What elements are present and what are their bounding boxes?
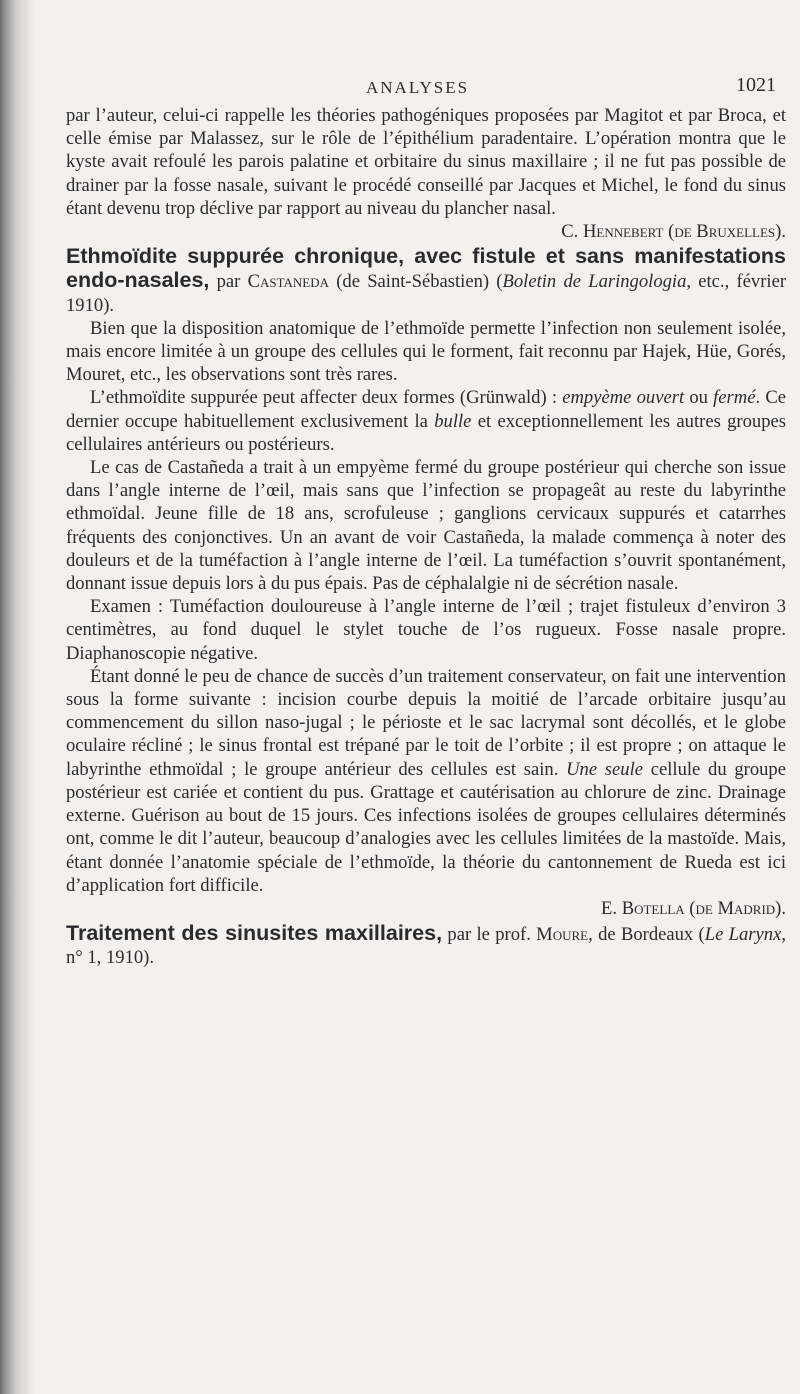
italic-term: Une seule bbox=[566, 758, 644, 780]
byline-text: par le prof. bbox=[442, 924, 537, 946]
byline-text: par bbox=[209, 271, 248, 293]
author-name: Castaneda bbox=[247, 271, 330, 293]
byline-text: , n° 1, 1910). bbox=[66, 924, 787, 969]
paragraph bbox=[66, 665, 786, 897]
italic-term: bulle bbox=[434, 410, 472, 432]
byline-text: (de Saint-Sébastien) ( bbox=[329, 271, 503, 293]
byline-text: , etc., février 1910). bbox=[66, 271, 787, 316]
signature-hennebert bbox=[66, 220, 786, 243]
text-run: cellule du groupe postérieur est cariée et contient du pus. Grattage et cautérisation au chlorure de zinc. Drainage externe. Guérison au bout de 15 jours. Ces infections isolées de groupes cellulaires déterminés ont, comme le dit l’auteur, beaucoup d’analogies avec les cellules limitées de la mastoïde. Mais, étant donnée l’anatomie spéciale de l’ethmoïde, la théorie du cantonnement de Rueda est ici d’application fort difficile. bbox=[66, 758, 786, 896]
paragraph: Bien que la disposition anatomique de l’ethmoïde permette l’infection non seulement isolée, mais encore limitée à un groupe des cellules qui le forment, fait reconnu par Hajek, Hüe, Gorés, Mouret, etc., les observations sont très rares. bbox=[66, 317, 786, 386]
author-name: Moure bbox=[536, 924, 589, 946]
signature-text: E. Botella (de Madrid). bbox=[601, 897, 786, 919]
article-ethmoidite bbox=[66, 245, 786, 317]
paragraph: Le cas de Castañeda a trait à un empyème fermé du groupe postérieur qui cherche son issue dans l’angle interne de l’œil, mais sans que l’infection se propageât au reste du labyrinthe ethmoïdal. Jeune fille de 18 ans, scrofuleuse ; ganglions cervicaux suppurés et catarrhes fréquents des conjonctives. Un an avant de voir Castañeda, la malade commença à noter des douleurs et de la tuméfaction à l’angle interne de l’œil. La tuméfaction s’ouvrit spontanément, donnant issue depuis lors à du pus épais. Pas de céphalalgie ni de sécrétion nasale. bbox=[66, 457, 786, 595]
signature-text: C. Hennebert (de Bruxelles). bbox=[561, 221, 786, 243]
text-run: Étant donné le peu de chance de succès d’un traitement conservateur, on fait une intervention sous la forme suivante : incision courbe depuis la moitié de l’arcade orbitaire jusqu’au commencement du sillon naso-jugal ; le périoste et le sac lacrymal sont décollés, et le globe oculaire récliné ; le sinus frontal est trépané par le toit de l’orbite ; il est propre ; on attaque le labyrinthe ethmoïdal ; le groupe antérieur des cellules est sain. bbox=[66, 665, 786, 780]
page bbox=[66, 60, 786, 970]
signature-botella bbox=[66, 897, 786, 920]
journal-title: Boletin de Laringologia bbox=[502, 271, 687, 293]
page-gutter-shadow bbox=[0, 0, 34, 1394]
running-head: ANALYSES bbox=[366, 78, 470, 97]
article-title: Traitement des sinusites maxillaires, bbox=[66, 921, 443, 946]
page-number: 1021 bbox=[736, 74, 776, 96]
paragraph bbox=[66, 386, 786, 456]
page-header bbox=[66, 60, 786, 104]
text-run: ou bbox=[684, 387, 714, 409]
text-run: et exceptionnellement les autres groupes cellulaires antérieurs ou postérieurs. bbox=[66, 410, 786, 455]
article-sinusites bbox=[66, 922, 786, 969]
italic-term: empyème ouvert bbox=[562, 387, 685, 409]
continuation-paragraph: par l’auteur, celui-ci rappelle les théories pathogéniques proposées par Magitot et par Broca, et celle émise par Malassez, sur le rôle de l’épithélium paradentaire. L’opération montra que le kyste avait refoulé les parois palatine et orbitaire du sinus maxillaire ; il ne fut pas possible de drainer par la fosse nasale, suivant le procédé conseillé par Jacques et Michel, le fond du sinus étant devenu trop déclive par rapport au niveau du plancher nasal. bbox=[66, 105, 786, 219]
journal-title: Le Larynx bbox=[704, 924, 782, 946]
text-run: . Ce dernier occupe habituellement exclusivement la bbox=[66, 387, 786, 432]
body-text bbox=[66, 104, 786, 970]
article-title: Ethmoïdite suppurée chronique, avec fistule et sans manifestations endo-nasales, bbox=[66, 244, 786, 293]
text-run: L’ethmoïdite suppurée peut affecter deux formes (Grünwald) : bbox=[90, 387, 563, 409]
byline-text: , de Bordeaux ( bbox=[588, 924, 705, 946]
italic-term: fermé bbox=[713, 387, 756, 409]
paragraph: Examen : Tuméfaction douloureuse à l’angle interne de l’œil ; trajet fistuleux d’environ 3 centimètres, au fond duquel le stylet touche de l’os rugueux. Fosse nasale propre. Diaphanoscopie négative. bbox=[66, 596, 786, 664]
